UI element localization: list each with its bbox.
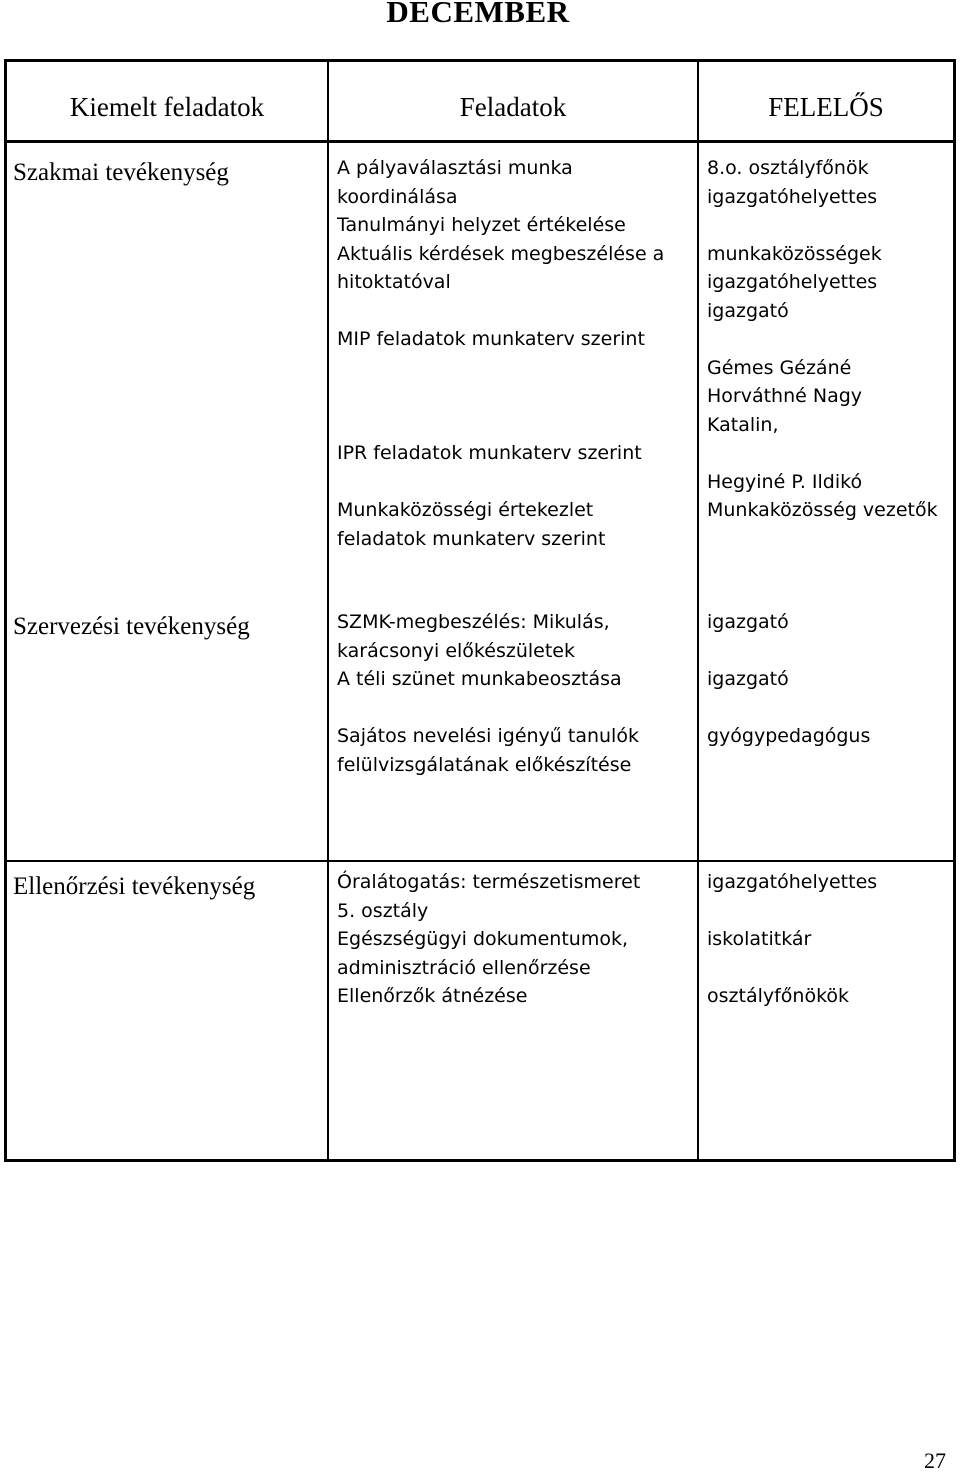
responsible-line: igazgató — [707, 611, 789, 633]
task-line: 5. osztály — [337, 899, 429, 922]
responsible-line: Horváthné Nagy — [707, 385, 863, 407]
responsible-szakmai — [707, 154, 938, 525]
task-line: MIP feladatok munkaterv szerint — [337, 328, 645, 350]
responsible-line: iskolatitkár — [707, 928, 812, 950]
responsible-line: igazgatóhelyettes — [707, 871, 878, 893]
task-line: Sajátos nevelési igényű tanulók — [337, 725, 639, 747]
responsible-line: Munkaközösség vezetők — [707, 499, 938, 521]
page-number: 27 — [924, 1448, 946, 1473]
task-line: koordinálása — [337, 185, 458, 208]
task-line: hitoktatóval — [337, 271, 451, 293]
task-line: feladatok munkaterv szerint — [337, 527, 606, 550]
column-divider — [697, 62, 699, 1159]
tasks-szakmai — [337, 154, 664, 553]
responsible-line: igazgatóhelyettes — [707, 271, 878, 293]
task-line: felülvizsgálatának előkészítése — [337, 753, 632, 776]
task-line: Egészségügyi dokumentumok, — [337, 928, 628, 950]
responsible-line: igazgató — [707, 668, 789, 690]
responsible-line: munkaközösségek — [707, 242, 882, 265]
tasks-ellenorzesi — [337, 868, 640, 1011]
header-divider — [7, 140, 953, 143]
task-line: Munkaközösségi értekezlet — [337, 499, 594, 521]
responsible-szervezesi — [707, 608, 870, 751]
category-szervezesi: Szervezési tevékenység — [13, 613, 250, 640]
tasks-szervezesi — [337, 608, 639, 779]
responsible-line: igazgató — [707, 299, 789, 322]
task-line: IPR feladatok munkaterv szerint — [337, 442, 642, 464]
responsible-line: 8.o. osztályfőnök — [707, 157, 869, 179]
task-line: Tanulmányi helyzet értékelése — [337, 214, 626, 236]
responsible-line: osztályfőnökök — [707, 985, 850, 1007]
responsible-line: Gémes Gézáné — [707, 356, 852, 379]
task-line: A pályaválasztási munka — [337, 157, 573, 179]
row-divider — [7, 860, 953, 862]
responsible-ellenorzesi — [707, 868, 877, 1011]
responsible-line: Katalin, — [707, 413, 779, 436]
header-feladatok: Feladatok — [459, 92, 567, 122]
page-title: DECEMBER — [386, 0, 570, 29]
schedule-table — [4, 59, 956, 1162]
task-line: Ellenőrzők átnézése — [337, 985, 528, 1007]
task-line: Aktuális kérdések megbeszélése a — [337, 242, 665, 265]
task-line: Óralátogatás: természetismeret — [337, 871, 641, 893]
task-line: A téli szünet munkabeosztása — [337, 668, 622, 690]
header-kiemelt-feladatok: Kiemelt feladatok — [69, 92, 265, 122]
category-ellenorzesi: Ellenőrzési tevékenység — [13, 873, 256, 900]
task-line: SZMK-megbeszélés: Mikulás, — [337, 611, 610, 633]
task-line: karácsonyi előkészületek — [337, 639, 575, 662]
header-felelos: FELELŐS — [768, 92, 884, 122]
responsible-line: Hegyiné P. Ildikó — [707, 470, 863, 493]
responsible-line: gyógypedagógus — [707, 725, 871, 747]
category-szakmai: Szakmai tevékenység — [13, 159, 229, 186]
task-line: adminisztráció ellenőrzése — [337, 956, 591, 979]
responsible-line: igazgatóhelyettes — [707, 185, 878, 208]
column-divider — [327, 62, 329, 1159]
